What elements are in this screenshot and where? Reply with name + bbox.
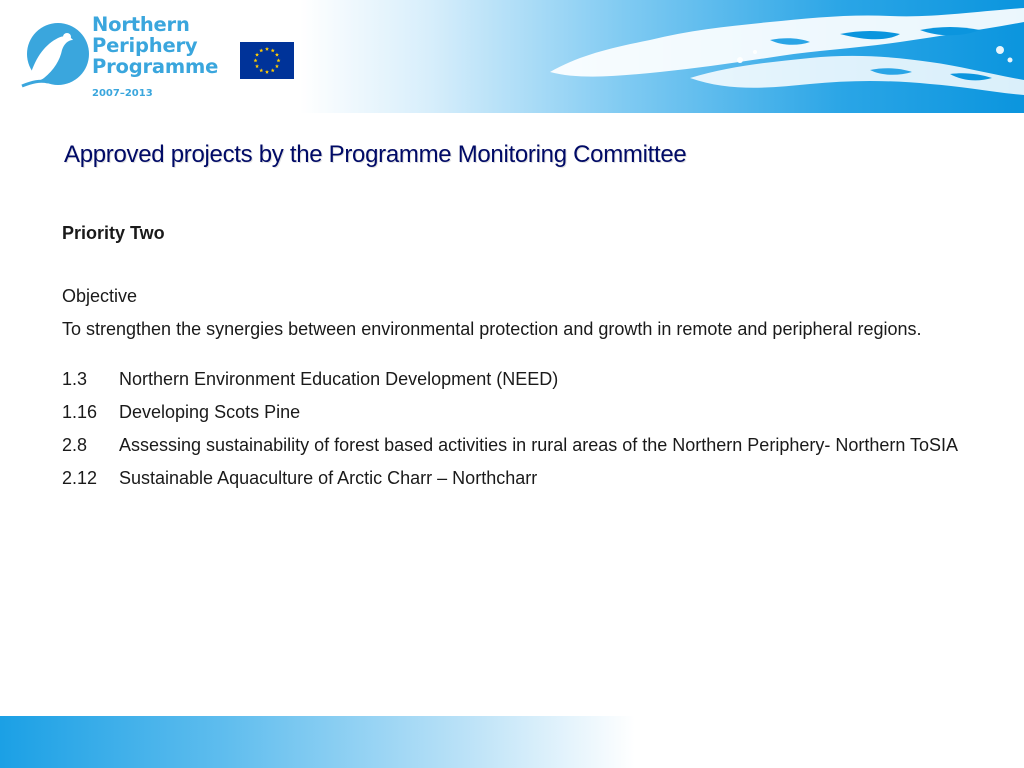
project-title: Northern Environment Education Development (NEED)	[119, 369, 559, 389]
slide-content	[62, 220, 1024, 495]
project-list	[62, 363, 1024, 495]
objective-block	[62, 280, 1024, 345]
northern-map-graphic	[540, 0, 1024, 113]
list-item	[62, 396, 1024, 429]
logo-line-1: Northern	[92, 13, 190, 36]
page-title: Approved projects by the Programme Monitoring Committee	[64, 141, 687, 168]
objective-text: To strengthen the synergies between environmental protection and growth in remote and peripheral regions.	[62, 318, 922, 339]
project-title: Sustainable Aquaculture of Arctic Charr – Northcharr	[119, 468, 538, 488]
bird-emblem-icon	[18, 16, 90, 92]
priority-heading: Priority Two	[62, 223, 165, 243]
list-item	[62, 363, 1024, 396]
project-number: 2.8	[62, 435, 88, 455]
footer-banner	[0, 716, 1024, 768]
list-item	[62, 462, 1024, 495]
project-title: Assessing sustainability of forest based activities in rural areas of the Northern Periphery- Northern ToSIA	[119, 435, 959, 455]
eu-flag-icon	[240, 42, 294, 79]
logo-line-2: Periphery	[92, 34, 198, 57]
objective-label: Objective	[62, 286, 138, 306]
logo-years: 2007–2013	[92, 88, 153, 99]
list-item	[62, 429, 1024, 462]
project-number: 2.12	[62, 468, 98, 488]
logo-line-3: Programme	[92, 55, 219, 78]
programme-logo	[18, 12, 218, 104]
project-title: Developing Scots Pine	[119, 402, 301, 422]
project-number: 1.16	[62, 402, 98, 422]
project-number: 1.3	[62, 369, 88, 389]
logo-wordmark	[92, 14, 218, 77]
